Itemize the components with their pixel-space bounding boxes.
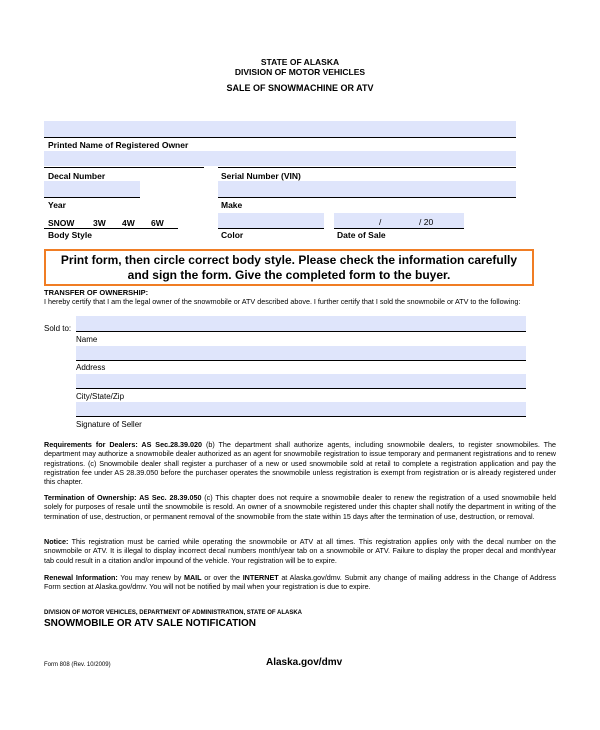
divider bbox=[334, 228, 464, 229]
instructions-notice bbox=[44, 249, 534, 286]
transfer-text: I hereby certify that I am the legal owner of the snowmobile or ATV described above. I further certify that I sold the snowmobile or ATV to the following: bbox=[44, 297, 521, 306]
body-style-label: Body Style bbox=[48, 230, 92, 240]
notice-heading: Notice: bbox=[44, 537, 69, 546]
divider bbox=[218, 197, 516, 198]
printed-name-field[interactable] bbox=[44, 121, 516, 137]
seller-signature-field[interactable] bbox=[76, 402, 526, 416]
body-option-6w[interactable]: 6W bbox=[151, 218, 164, 228]
make-field[interactable] bbox=[218, 181, 516, 197]
renewal-heading: Renewal Information: bbox=[44, 573, 118, 582]
divider bbox=[44, 228, 178, 229]
body-option-3w[interactable]: 3W bbox=[93, 218, 106, 228]
divider bbox=[218, 228, 324, 229]
make-label: Make bbox=[221, 200, 243, 210]
signature-label: Signature of Seller bbox=[76, 420, 142, 429]
date-separator: / bbox=[379, 217, 382, 227]
renewal-internet: INTERNET bbox=[242, 573, 279, 582]
renewal-text-2: or over the bbox=[201, 573, 243, 582]
color-field[interactable] bbox=[218, 213, 324, 228]
dealers-heading: Requirements for Dealers: AS Sec.28.39.020 bbox=[44, 440, 203, 449]
buyer-address-field[interactable] bbox=[76, 374, 526, 388]
footer-notification-title: SNOWMOBILE OR ATV SALE NOTIFICATION bbox=[44, 618, 257, 629]
date-of-sale-label: Date of Sale bbox=[337, 230, 386, 240]
decal-number-field[interactable] bbox=[44, 151, 204, 166]
header-division: DIVISION OF MOTOR VEHICLES bbox=[234, 67, 366, 77]
divider bbox=[76, 360, 526, 361]
divider bbox=[44, 167, 204, 168]
divider bbox=[44, 197, 140, 198]
form-title: SALE OF SNOWMACHINE OR ATV bbox=[226, 83, 374, 93]
divider bbox=[76, 388, 526, 389]
renewal-text-1: You may renew by bbox=[117, 573, 184, 582]
website-link[interactable]: Alaska.gov/dmv bbox=[266, 657, 343, 668]
dealers-paragraph bbox=[44, 440, 556, 486]
name-label: Name bbox=[76, 335, 98, 344]
year-label: Year bbox=[48, 200, 66, 210]
body-option-4w[interactable]: 4W bbox=[122, 218, 135, 228]
renewal-mail: MAIL bbox=[183, 573, 202, 582]
year-field[interactable] bbox=[44, 181, 140, 197]
buyer-name-field[interactable] bbox=[76, 346, 526, 360]
termination-paragraph bbox=[44, 493, 556, 521]
footer-department: DIVISION OF MOTOR VEHICLES, DEPARTMENT OF ADMINISTRATION, STATE OF ALASKA bbox=[44, 610, 302, 616]
serial-number-label: Serial Number (VIN) bbox=[221, 171, 301, 181]
date-of-sale-field[interactable] bbox=[334, 213, 464, 228]
termination-text: (c) This chapter does not require a snowmobile dealer to renew the registration of a used snowmobile held solely for purposes of resale until the snowmobile is resold. An owner of a snowmobile registered under this chapter shall notify the department in writing of the termination of use, destruction, or permanent removal of the snowmobile from the state within 15 days after the termination of use, destruction, or removal. bbox=[44, 493, 556, 521]
color-label: Color bbox=[221, 230, 244, 240]
header-state: STATE OF ALASKA bbox=[260, 57, 340, 67]
city-state-zip-label: City/State/Zip bbox=[76, 392, 125, 401]
buyer-line-1-field[interactable] bbox=[76, 316, 526, 331]
form-number: Form 808 (Rev. 10/2009) bbox=[44, 662, 111, 668]
divider bbox=[76, 416, 526, 417]
renewal-paragraph bbox=[44, 573, 556, 592]
date-year-prefix: / 20 bbox=[419, 217, 434, 227]
divider bbox=[76, 331, 526, 332]
dealers-text: (b) The department shall authorize agents, including snowmobile dealers, to register snowmobiles. The department may authorize a snowmobile dealer authorized as an agent for snowmobile registration to issue temporary and permanent registrations and to renew registrations. (c) Snowmobile dealer shall register a purchaser of a new or used snowmobile sold at retail to complete a registration application and pay the registration fee under AS 28.39.050 before the purchaser operates the snowmobile unless registration is exempt from registration or is already registered under this chapter. bbox=[44, 440, 556, 487]
notice-line-2: and sign the form. Give the completed form to the buyer. bbox=[127, 268, 451, 282]
body-option-snow[interactable]: SNOW bbox=[48, 218, 75, 228]
notice-line-1: Print form, then circle correct body style. Please check the information carefully bbox=[60, 253, 518, 267]
divider bbox=[44, 137, 516, 138]
termination-heading: Termination of Ownership: AS Sec. 28.39.050 bbox=[44, 493, 202, 502]
printed-name-label: Printed Name of Registered Owner bbox=[48, 140, 189, 150]
notice-paragraph bbox=[44, 537, 556, 565]
renewal-text-3: at Alaska.gov/dmv. Submit any change of mailing address in the Change of Address Form section at Alaska.gov/dmv. You will not be notified by mail when your registration is due to expire. bbox=[44, 573, 556, 592]
address-label: Address bbox=[76, 363, 106, 372]
notice-text: This registration must be carried while operating the snowmobile or ATV at all times. This registration applies only with the decal number on the snowmobile or ATV. It is illegal to display incorrect decal numbers month/year tab on a snowmobile or ATV. Failure to display the proper decal and month/year tab could result in a citation and/or impound of the vehicle. Your registration will be to expire. bbox=[44, 537, 556, 565]
sold-to-label: Sold to: bbox=[44, 324, 72, 333]
decal-number-label: Decal Number bbox=[48, 171, 106, 181]
transfer-heading: TRANSFER OF OWNERSHIP: bbox=[44, 288, 149, 297]
divider bbox=[218, 167, 516, 168]
serial-number-field[interactable] bbox=[218, 151, 516, 166]
